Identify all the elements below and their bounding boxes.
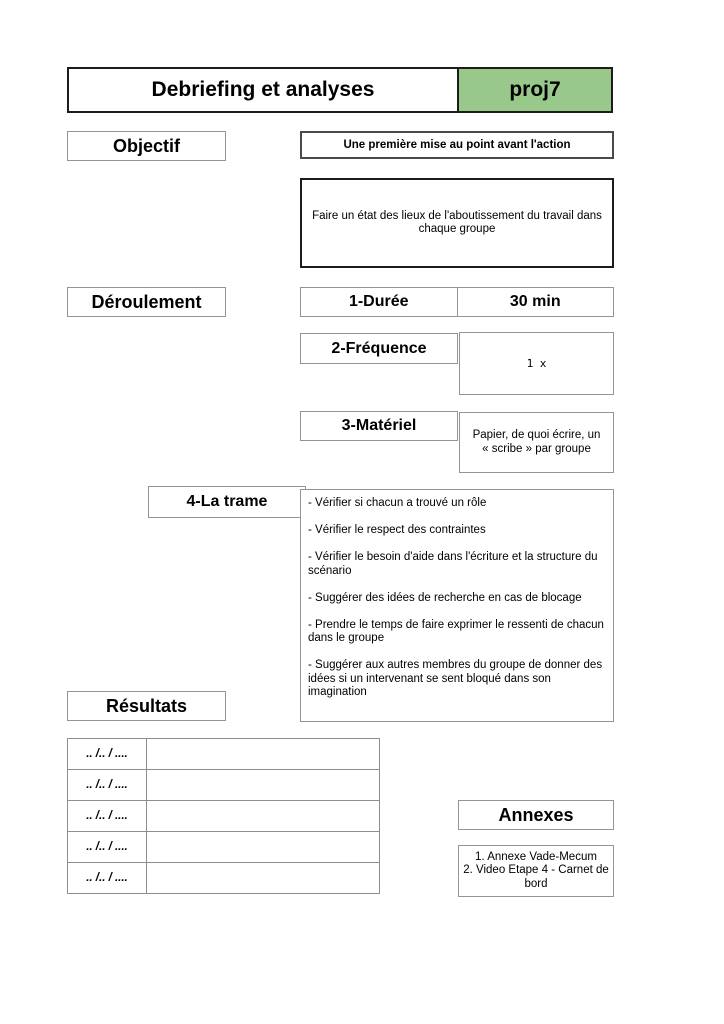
page-title: Debriefing et analyses [151,78,375,101]
frequence-label: 2-Fréquence [300,333,458,364]
duree-row [300,287,614,317]
annexes-label: Annexes [458,800,614,830]
duree-label: 1-Durée [348,293,409,310]
project-badge: proj7 [457,69,611,111]
annexe-item: 2. Video Etape 4 - Carnet de bord [463,864,609,890]
materiel-label: 3-Matériel [300,411,458,441]
date-cell: .. /.. / .... [68,739,147,769]
header [67,67,613,113]
trame-item: - Vérifier si chacun a trouvé un rôle [308,497,487,509]
objectif-description: Faire un état des lieux de l'aboutissement du travail dans chaque groupe [300,178,614,268]
trame-item: - Suggérer aux autres membres du groupe de donner des idées si un intervenant se sent bloqué dans son imagination [308,659,603,698]
date-cell: .. /.. / .... [68,801,147,831]
trame-item: - Vérifier le respect des contraintes [308,524,486,536]
annexes-content [458,845,614,897]
trame-item: - Vérifier le besoin d'aide dans l'écriture et la structure du scénario [308,551,598,577]
note-cell [147,863,379,893]
trame-content [300,489,614,722]
materiel-value: Papier, de quoi écrire, un « scribe » par groupe [459,412,614,473]
note-cell [147,770,379,800]
date-cell: .. /.. / .... [68,770,147,800]
annexe-item: 1. Annexe Vade-Mecum [475,850,597,863]
duree-value: 30 min [457,288,614,316]
note-cell [147,801,379,831]
objectif-summary: Une première mise au point avant l'action [300,131,614,159]
table-row [68,739,379,769]
deroulement-label: Déroulement [67,287,226,317]
trame-item: - Prendre le temps de faire exprimer le ressenti de chacun dans le groupe [308,618,604,644]
frequence-value: 1 x [459,332,614,395]
date-cell: .. /.. / .... [68,832,147,862]
resultats-table [67,738,380,894]
table-row [68,800,379,831]
trame-label: 4-La trame [148,486,306,518]
trame-item: - Suggérer des idées de recherche en cas de blocage [308,591,582,604]
note-cell [147,739,379,769]
table-row [68,831,379,862]
table-row [68,862,379,893]
table-row [68,769,379,800]
note-cell [147,832,379,862]
objectif-label: Objectif [67,131,226,161]
resultats-label: Résultats [67,691,226,721]
date-cell: .. /.. / .... [68,863,147,893]
